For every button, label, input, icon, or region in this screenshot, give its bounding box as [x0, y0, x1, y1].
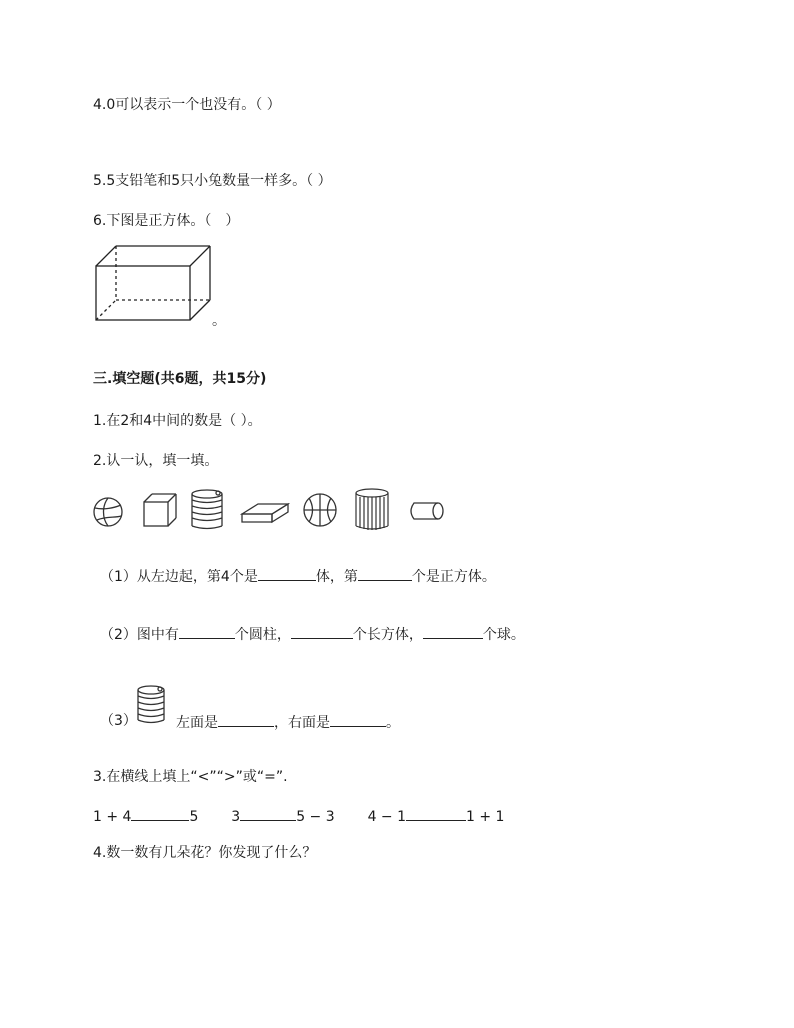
answer-blank[interactable]: [240, 806, 296, 821]
cylinder-stack-icon: [190, 488, 226, 532]
sub2-text-a: （2）图中有: [100, 627, 179, 643]
fill-question-1: 1.在2和4中间的数是（ ）。: [93, 413, 262, 429]
sub2-text-b: 个圆柱，: [234, 627, 291, 643]
compare-right: 5 − 3: [296, 809, 335, 825]
cuboid-figure: [94, 244, 214, 324]
fill-sub-2: [100, 624, 525, 644]
sub1-text-a: （1）从左边起，第4个是: [100, 569, 258, 585]
answer-blank[interactable]: [218, 712, 274, 727]
compare-left: 4 − 1: [367, 809, 407, 825]
answer-blank[interactable]: [258, 566, 316, 581]
answer-blank[interactable]: [330, 712, 386, 727]
question-4: 4.0可以表示一个也没有。（ ）: [93, 97, 281, 113]
compare-right: 1 + 1: [466, 809, 505, 825]
sub2-text-c: 个长方体，: [352, 627, 423, 643]
fill-sub-3-label: （3）: [100, 713, 137, 729]
shapes-row: [90, 488, 450, 532]
basketball-icon: [302, 492, 338, 528]
sub3-text-d: 。: [386, 715, 400, 731]
answer-blank[interactable]: [291, 624, 353, 639]
sub2-text-d: 个球。: [482, 627, 525, 643]
question-6-suffix: 。: [212, 313, 226, 329]
answer-blank[interactable]: [423, 624, 483, 639]
question-6: 6.下图是正方体。（ ）: [93, 213, 240, 229]
compare-right: 5: [189, 809, 199, 825]
fill-sub-1: [100, 566, 496, 586]
cuboid-icon: [240, 500, 290, 524]
volleyball-icon: [92, 496, 124, 528]
fill-sub-3: [176, 712, 400, 732]
sub3-text-b: 左面是: [176, 715, 218, 731]
cylinder-stack-icon: [136, 684, 168, 726]
compare-row: [93, 806, 504, 826]
section-title: 三.填空题(共6题，共15分): [93, 371, 267, 387]
sub3-text-c: ，右面是: [274, 715, 330, 731]
fill-question-3: 3.在横线上填上“<”“>”或“=”.: [93, 769, 288, 785]
answer-blank[interactable]: [406, 806, 466, 821]
fill-question-2: 2.认一认，填一填。: [93, 453, 219, 469]
question-5: 5.5支铅笔和5只小兔数量一样多。（ ）: [93, 173, 332, 189]
sub1-text-c: 个是正方体。: [411, 569, 496, 585]
cylinder-tall-icon: [354, 488, 390, 532]
answer-blank[interactable]: [179, 624, 235, 639]
answer-blank[interactable]: [358, 566, 412, 581]
cube-icon: [142, 492, 178, 528]
cylinder-small-icon: [406, 500, 446, 522]
answer-blank[interactable]: [131, 806, 189, 821]
fill-question-4: 4.数一数有几朵花？你发现了什么？: [93, 845, 317, 861]
compare-left: 3: [231, 809, 241, 825]
compare-left: 1 + 4: [93, 809, 132, 825]
sub1-text-b: 体，第: [315, 569, 358, 585]
